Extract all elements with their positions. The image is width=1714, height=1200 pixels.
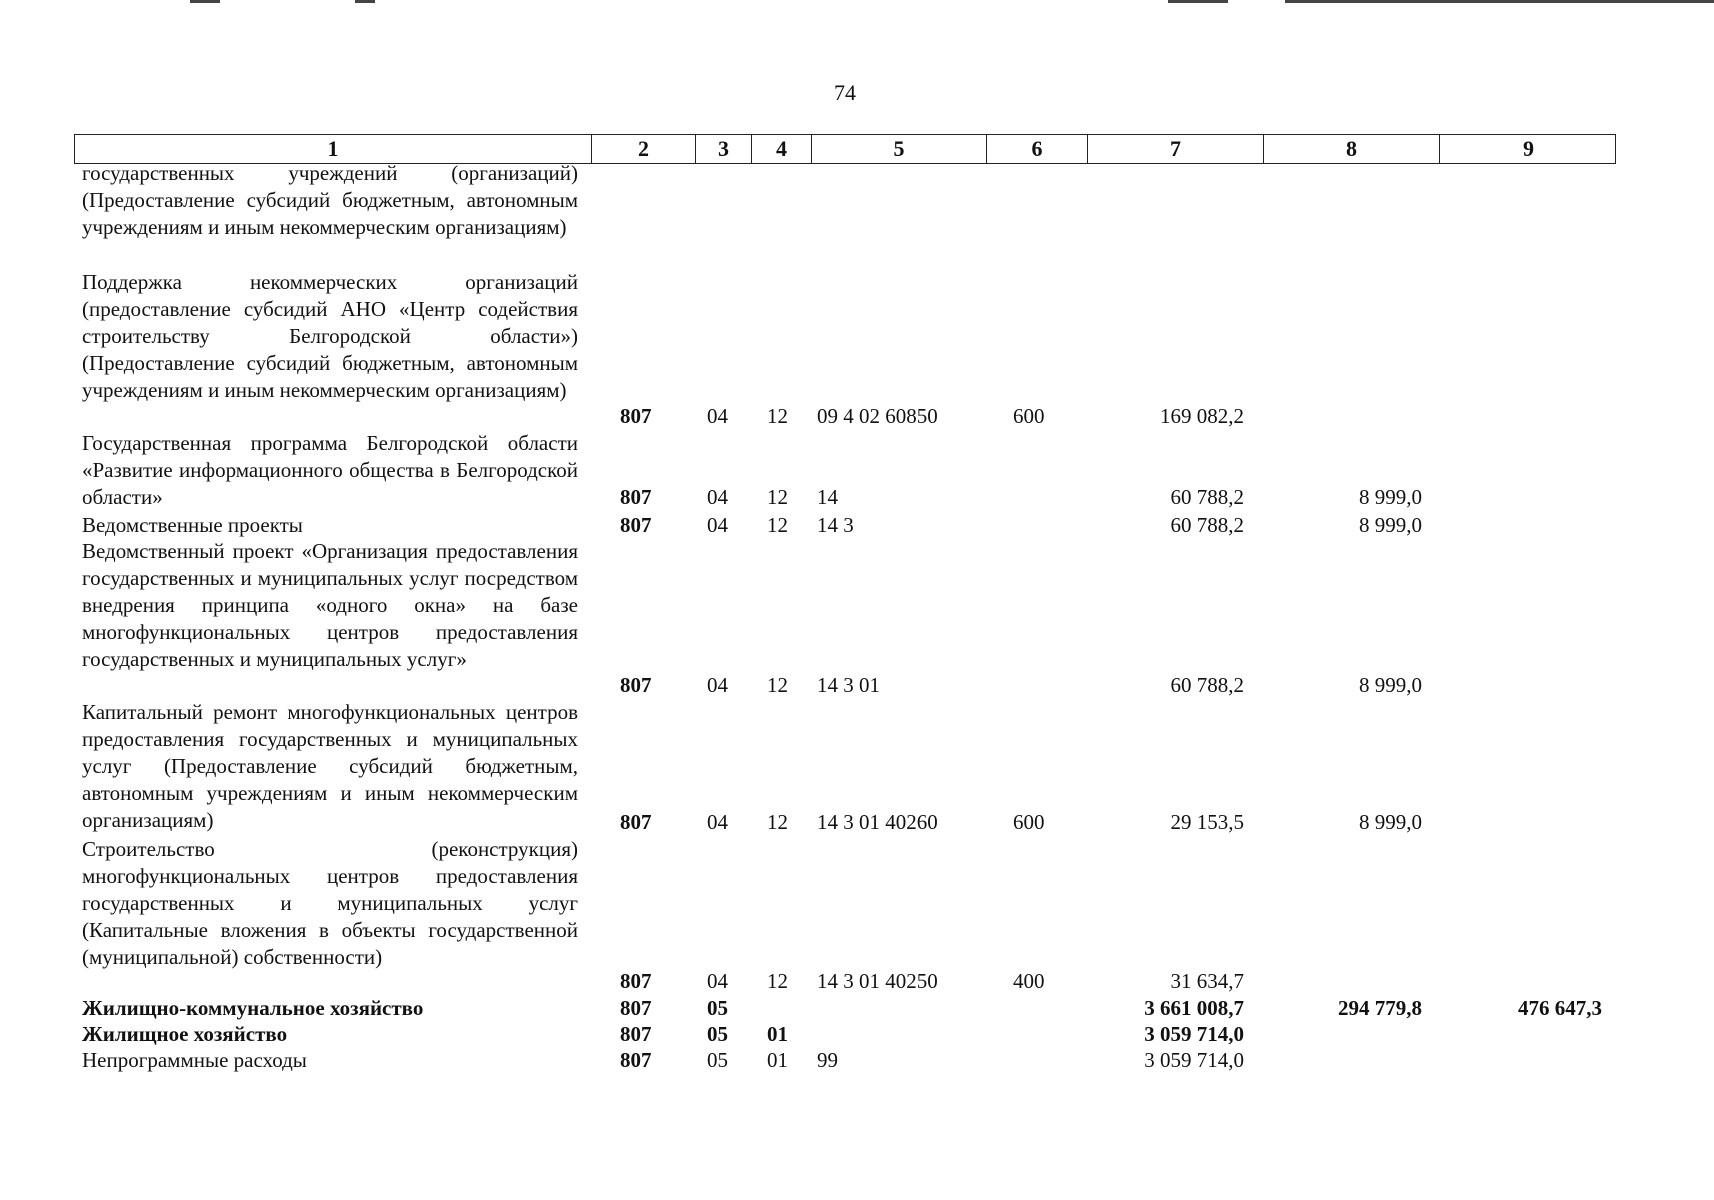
header-col-7: 7 (1088, 135, 1264, 163)
top-scan-line-1 (190, 0, 220, 3)
cell-col-3: 04 (707, 485, 728, 509)
cell-col-4: 01 (767, 1048, 788, 1072)
cell-col-2: 807 (620, 1022, 652, 1046)
table-row (0, 699, 1714, 836)
cell-col-8: 8 999,0 (1359, 513, 1422, 537)
cell-col-2: 807 (620, 485, 652, 509)
cell-col-8: 294 779,8 (1338, 996, 1422, 1020)
cell-col-3: 04 (707, 810, 728, 834)
table-row (0, 836, 1714, 995)
cell-col-3: 04 (707, 969, 728, 993)
cell-col-7: 3 661 008,7 (1144, 996, 1244, 1020)
table-row (0, 430, 1714, 511)
cell-col-3: 04 (707, 673, 728, 697)
cell-col-7: 31 634,7 (1170, 969, 1244, 993)
row-description: Поддержка некоммерческих организаций (предоставление субсидий АНО «Центр содействия строительству Белгородской области») (Предоставление субсидий бюджетным, автономным учреждениям и иным некоммерческим организациям) (82, 270, 578, 402)
cell-col-7: 3 059 714,0 (1144, 1048, 1244, 1072)
cell-col-5: 99 (817, 1048, 838, 1072)
cell-col-7: 169 082,2 (1160, 404, 1244, 428)
cell-col-6: 600 (1013, 810, 1045, 834)
cell-col-5: 09 4 02 60850 (817, 404, 938, 428)
cell-col-4: 12 (767, 513, 788, 537)
cell-col-2: 807 (620, 404, 652, 428)
table-row (0, 512, 1714, 539)
row-description: Жилищно-коммунальное хозяйство (82, 996, 424, 1020)
header-col-2: 2 (592, 135, 696, 163)
table-row (0, 1021, 1714, 1048)
cell-col-7: 60 788,2 (1170, 673, 1244, 697)
header-col-9: 9 (1523, 136, 1534, 161)
cell-col-2: 807 (620, 513, 652, 537)
top-scan-line-3 (1168, 0, 1228, 3)
cell-col-2: 807 (620, 1048, 652, 1072)
row-description: Ведомственные проекты (82, 513, 303, 537)
header-col-3: 3 (696, 135, 752, 163)
row-description: Государственная программа Белгородской области «Развитие информационного общества в Белгородской области» (82, 431, 578, 509)
top-scan-line-2 (355, 0, 375, 3)
cell-col-3: 04 (707, 513, 728, 537)
table-row (0, 1047, 1714, 1074)
cell-col-3: 05 (707, 1022, 728, 1046)
page-number: 74 (834, 80, 856, 105)
cell-col-8: 8 999,0 (1359, 485, 1422, 509)
top-scan-line-4 (1285, 0, 1714, 3)
cell-col-3: 05 (707, 996, 728, 1020)
row-description: Строительство (реконструкция) многофункциональных центров предоставления государственных и муниципальных услуг (Капитальные вложения в объекты государственной (муниципальной) собственности) (82, 837, 578, 969)
cell-col-4: 12 (767, 485, 788, 509)
cell-col-6: 400 (1013, 969, 1045, 993)
table-row (0, 538, 1714, 699)
cell-col-4: 12 (767, 673, 788, 697)
cell-col-2: 807 (620, 969, 652, 993)
cell-col-2: 807 (620, 673, 652, 697)
header-col-4: 4 (752, 135, 812, 163)
cell-col-9: 476 647,3 (1518, 996, 1602, 1020)
cell-col-3: 04 (707, 404, 728, 428)
cell-col-5: 14 (817, 485, 838, 509)
row-description: Ведомственный проект «Организация предоставления государственных и муниципальных услуг посредством внедрения принципа «одного окна» на базе многофункциональных центров предоставления государственных и муниципальных услуг» (82, 539, 578, 671)
table-row (0, 269, 1714, 430)
cell-col-7: 60 788,2 (1170, 513, 1244, 537)
cell-col-4: 12 (767, 404, 788, 428)
cell-col-5: 14 3 01 40260 (817, 810, 938, 834)
cell-col-3: 05 (707, 1048, 728, 1072)
cell-col-2: 807 (620, 996, 652, 1020)
row-description: государственных учреждений (организаций) (Предоставление субсидий бюджетным, автономным учреждениям и иным некоммерческим организациям) (82, 161, 578, 239)
table-row (0, 995, 1714, 1022)
cell-col-2: 807 (620, 810, 652, 834)
row-description: Непрограммные расходы (82, 1048, 307, 1072)
header-col-1: 1 (75, 135, 592, 163)
header-col-8: 8 (1264, 135, 1440, 163)
header-col-5: 5 (812, 135, 987, 163)
cell-col-7: 29 153,5 (1170, 810, 1244, 834)
cell-col-7: 3 059 714,0 (1144, 1022, 1244, 1046)
cell-col-6: 600 (1013, 404, 1045, 428)
cell-col-8: 8 999,0 (1359, 810, 1422, 834)
cell-col-8: 8 999,0 (1359, 673, 1422, 697)
cell-col-5: 14 3 (817, 513, 854, 537)
row-description: Капитальный ремонт многофункциональных центров предоставления государственных и муниципальных услуг (Предоставление субсидий бюджетным, автономным учреждениям и иным некоммерческим организациям) (82, 700, 578, 832)
table-row (0, 160, 1714, 268)
cell-col-5: 14 3 01 (817, 673, 880, 697)
header-col-6: 6 (987, 135, 1088, 163)
row-description: Жилищное хозяйство (82, 1022, 288, 1046)
cell-col-5: 14 3 01 40250 (817, 969, 938, 993)
cell-col-7: 60 788,2 (1170, 485, 1244, 509)
cell-col-4: 01 (767, 1022, 788, 1046)
cell-col-4: 12 (767, 969, 788, 993)
cell-col-4: 12 (767, 810, 788, 834)
